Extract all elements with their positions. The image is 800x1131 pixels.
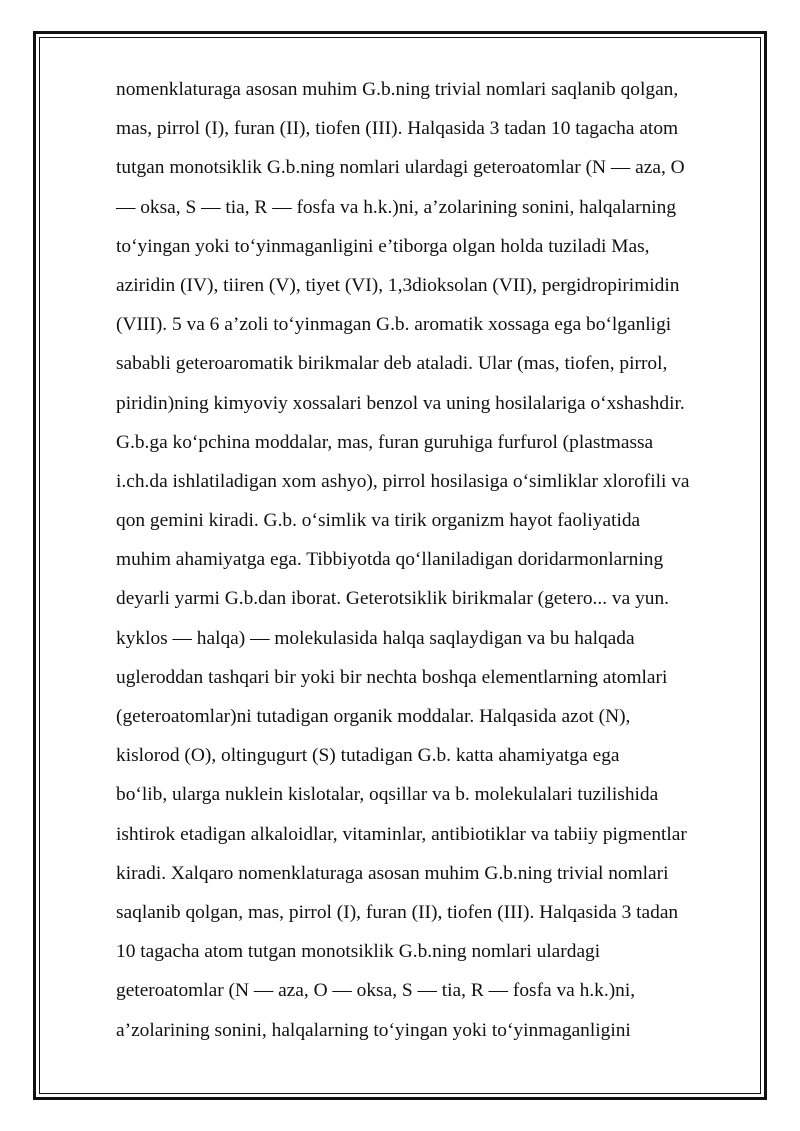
text-line: a’zolarining sonini, halqalarning to‘yingan yoki to‘yinmaganligini xyxy=(116,1019,631,1041)
text-line: ugleroddan tashqari bir yoki bir nechta boshqa elementlarning atomlari xyxy=(116,666,668,688)
text-line: ishtirok etadigan alkaloidlar, vitaminlar, antibiotiklar va tabiiy pigmentlar xyxy=(116,823,687,845)
text-line: piridin)ning kimyoviy xossalari benzol va uning hosilalariga o‘xshashdir. xyxy=(116,392,685,414)
text-line: bo‘lib, ularga nuklein kislotalar, oqsillar va b. molekulalari tuzilishida xyxy=(116,784,659,806)
text-line: 10 tagacha atom tutgan monotsiklik G.b.ning nomlari ulardagi xyxy=(116,941,601,963)
text-line: i.ch.da ishlatiladigan xom ashyo), pirrol hosilasiga o‘simliklar xlorofili va xyxy=(116,470,690,492)
text-line: to‘yingan yoki to‘yinmaganligini e’tiborga olgan holda tuziladi Mas, xyxy=(116,235,650,257)
text-line: aziridin (IV), tiiren (V), tiyet (VI), 1,3dioksolan (VII), pergidropirimidin xyxy=(116,274,680,296)
text-line: saqlanib qolgan, mas, pirrol (I), furan (II), tiofen (III). Halqasida 3 tadan xyxy=(116,901,679,923)
text-line: tutgan monotsiklik G.b.ning nomlari ulardagi geteroatomlar (N — aza, O xyxy=(116,157,685,179)
text-line: sababli geteroaromatik birikmalar deb ataladi. Ular (mas, tiofen, pirrol, xyxy=(116,353,668,375)
text-line: kislorod (O), oltingugurt (S) tutadigan G.b. katta ahamiyatga ega xyxy=(116,745,620,767)
text-line: kyklos — halqa) — molekulasida halqa saqlaydigan va bu halqada xyxy=(116,627,635,649)
text-line: deyarli yarmi G.b.dan iborat. Geterotsiklik birikmalar (getero... va yun. xyxy=(116,588,670,610)
text-line: (geteroatomlar)ni tutadigan organik moddalar. Halqasida azot (N), xyxy=(116,706,631,727)
body-text xyxy=(116,70,746,1050)
text-line: qon gemini kiradi. G.b. o‘simlik va tirik organizm hayot faoliyatida xyxy=(116,510,641,532)
text-line: kiradi. Xalqaro nomenklaturaga asosan muhim G.b.ning trivial nomlari xyxy=(116,862,669,884)
text-line: (VIII). 5 va 6 a’zoli to‘yinmagan G.b. aromatik xossaga ega bo‘lganligi xyxy=(116,314,672,336)
text-line: nomenklaturaga asosan muhim G.b.ning trivial nomlari saqlanib qolgan, xyxy=(116,79,679,100)
text-line: geteroatomlar (N — aza, O — oksa, S — tia, R — fosfa va h.k.)ni, xyxy=(116,980,636,1002)
text-line: muhim ahamiyatga ega. Tibbiyotda qo‘llaniladigan doridarmonlarning xyxy=(116,549,664,571)
text-line: mas, pirrol (I), furan (II), tiofen (III). Halqasida 3 tadan 10 tagacha atom xyxy=(116,118,679,140)
text-line: G.b.ga ko‘pchina moddalar, mas, furan guruhiga furfurol (plastmassa xyxy=(116,431,654,453)
text-line: — oksa, S — tia, R — fosfa va h.k.)ni, a’zolarining sonini, halqalarning xyxy=(116,196,677,218)
